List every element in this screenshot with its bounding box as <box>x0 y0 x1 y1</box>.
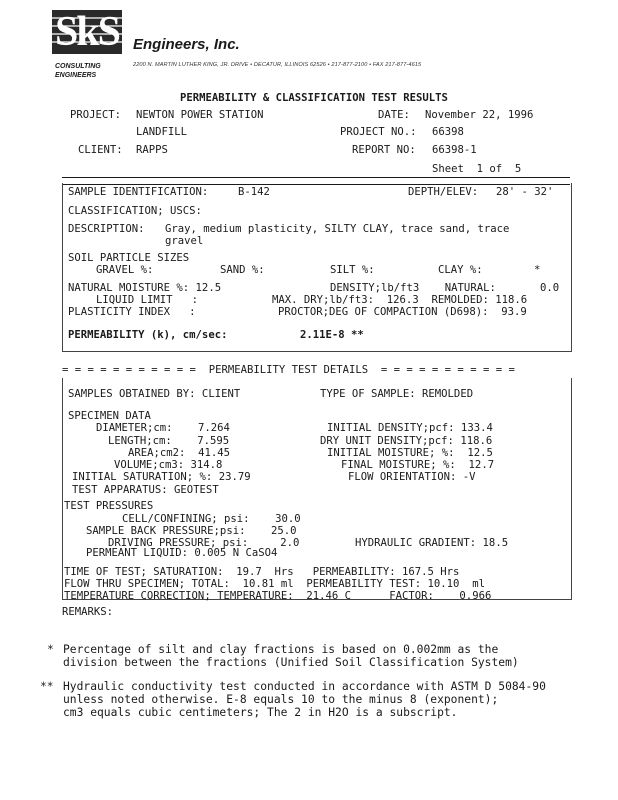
note-2-line-2: unless noted otherwise. E-8 equals 10 to the minus 8 (exponent); <box>63 693 499 706</box>
note-1-line-2: division between the fractions (Unified Soil Classification System) <box>63 656 519 669</box>
sample-back-pressure: SAMPLE BACK PRESSURE;psi: 25.0 <box>86 525 297 537</box>
length: LENGTH;cm: 7.595 <box>108 435 230 447</box>
classification: CLASSIFICATION; USCS: <box>68 205 202 217</box>
natural-moisture: NATURAL MOISTURE %: 12.5 <box>68 282 222 294</box>
project-label: PROJECT: <box>70 109 122 121</box>
volume: VOLUME;cm3: 314.8 <box>114 459 223 471</box>
density-natural-label: DENSITY;lb/ft3 NATURAL: <box>330 282 496 294</box>
flow-thru-specimen: FLOW THRU SPECIMEN; TOTAL: 10.81 ml PERMEABILITY TEST: 10.10 ml <box>64 578 485 590</box>
details-banner: = = = = = = = = = = = PERMEABILITY TEST DETAILS = = = = = = = = = = = <box>62 364 515 376</box>
type-of-sample: TYPE OF SAMPLE: REMOLDED <box>320 388 474 400</box>
report-no-value: 66398-1 <box>432 144 477 156</box>
cell-confining-pressure: CELL/CONFINING; psi: 30.0 <box>122 513 301 525</box>
note-2-line-1: Hydraulic conductivity test conducted in accordance with ASTM D 5084-90 <box>63 680 546 693</box>
flow-orientation: FLOW ORIENTATION: -V <box>348 471 476 483</box>
logo-text: SkS <box>54 9 120 55</box>
company-logo <box>52 10 122 54</box>
permeability-value: 2.11E-8 ** <box>300 329 364 341</box>
remarks-label: REMARKS: <box>62 606 114 618</box>
date-label: DATE: <box>378 109 410 121</box>
sheet-number: Sheet 1 of 5 <box>432 163 522 175</box>
project-name-line-1: NEWTON POWER STATION <box>136 109 264 121</box>
client-value: RAPPS <box>136 144 168 156</box>
company-tagline <box>55 62 101 80</box>
sand-label: SAND %: <box>220 264 265 276</box>
sample-id-label: SAMPLE IDENTIFICATION: <box>68 186 209 198</box>
specimen-data-heading: SPECIMEN DATA <box>68 410 151 422</box>
footnote-star: * <box>534 264 541 276</box>
description-label: DESCRIPTION: <box>68 223 145 235</box>
depth-label: DEPTH/ELEV: <box>408 186 479 198</box>
initial-density: INITIAL DENSITY;pcf: 133.4 <box>327 422 493 434</box>
final-moisture: FINAL MOISTURE; %: 12.7 <box>341 459 495 471</box>
particle-sizes-heading: SOIL PARTICLE SIZES <box>68 252 190 264</box>
diameter: DIAMETER;cm: 7.264 <box>96 422 230 434</box>
project-no-value: 66398 <box>432 126 464 138</box>
area: AREA;cm2: 41.45 <box>128 447 231 459</box>
sample-id-value: B-142 <box>238 186 270 198</box>
note-1-mark: * <box>47 643 54 656</box>
date-value: November 22, 1996 <box>425 109 534 121</box>
time-of-test: TIME OF TEST; SATURATION: 19.7 Hrs PERMEABILITY: 167.5 Hrs <box>64 566 460 578</box>
tagline-line-2: ENGINEERS <box>55 72 97 79</box>
project-no-label: PROJECT NO.: <box>340 126 417 138</box>
test-apparatus: TEST APPARATUS: GEOTEST <box>72 484 219 496</box>
note-1-line-1: Percentage of silt and clay fractions is based on 0.002mm as the <box>63 643 499 656</box>
dry-unit-density: DRY UNIT DENSITY;pcf: 118.6 <box>320 435 493 447</box>
liquid-limit: LIQUID LIMIT : <box>96 294 199 306</box>
silt-label: SILT %: <box>330 264 375 276</box>
proctor-compaction: PROCTOR;DEG OF COMPACTION (D698): 93.9 <box>278 306 527 318</box>
driving-pressure: DRIVING PRESSURE; psi: 2.0 <box>108 537 300 549</box>
company-name: Engineers, Inc. <box>133 36 240 53</box>
note-2-mark: ** <box>40 680 54 693</box>
project-name-line-2: LANDFILL <box>136 126 188 138</box>
report-title: PERMEABILITY & CLASSIFICATION TEST RESULTS <box>180 92 448 104</box>
permeant-liquid: PERMEANT LIQUID: 0.005 N CaSO4 <box>86 547 278 559</box>
initial-moisture: INITIAL MOISTURE; %: 12.5 <box>327 447 493 459</box>
initial-saturation: INITIAL SATURATION; %: 23.79 <box>72 471 251 483</box>
note-2-line-3: cm3 equals cubic centimeters; The 2 in H2O is a subscript. <box>63 706 458 719</box>
hydraulic-gradient: HYDRAULIC GRADIENT: 18.5 <box>355 537 509 549</box>
description-line-2: gravel <box>165 235 204 247</box>
description-line-1: Gray, medium plasticity, SILTY CLAY, trace sand, trace <box>165 223 510 235</box>
permeability-label: PERMEABILITY (k), cm/sec: <box>68 329 228 341</box>
temperature-correction: TEMPERATURE CORRECTION; TEMPERATURE: 21.46 C FACTOR: 0.966 <box>64 590 492 602</box>
depth-value: 28' - 32' <box>496 186 554 198</box>
density-natural-value: 0.0 <box>540 282 560 294</box>
company-address: 2200 N. MARTIN LUTHER KING, JR. DRIVE • DECATUR, ILLINOIS 62526 • 217-877-2100 • FAX 217-877-4615 <box>133 62 422 68</box>
report-no-label: REPORT NO: <box>352 144 416 156</box>
client-label: CLIENT: <box>78 144 123 156</box>
tagline-line-1: CONSULTING <box>55 63 101 70</box>
plasticity-index: PLASTICITY INDEX : <box>68 306 196 318</box>
samples-obtained: SAMPLES OBTAINED BY: CLIENT <box>68 388 241 400</box>
clay-label: CLAY %: <box>438 264 483 276</box>
gravel-label: GRAVEL %: <box>96 264 154 276</box>
test-pressures-heading: TEST PRESSURES <box>64 500 154 512</box>
max-dry-density: MAX. DRY;lb/ft3: 126.3 REMOLDED: 118.6 <box>272 294 528 306</box>
